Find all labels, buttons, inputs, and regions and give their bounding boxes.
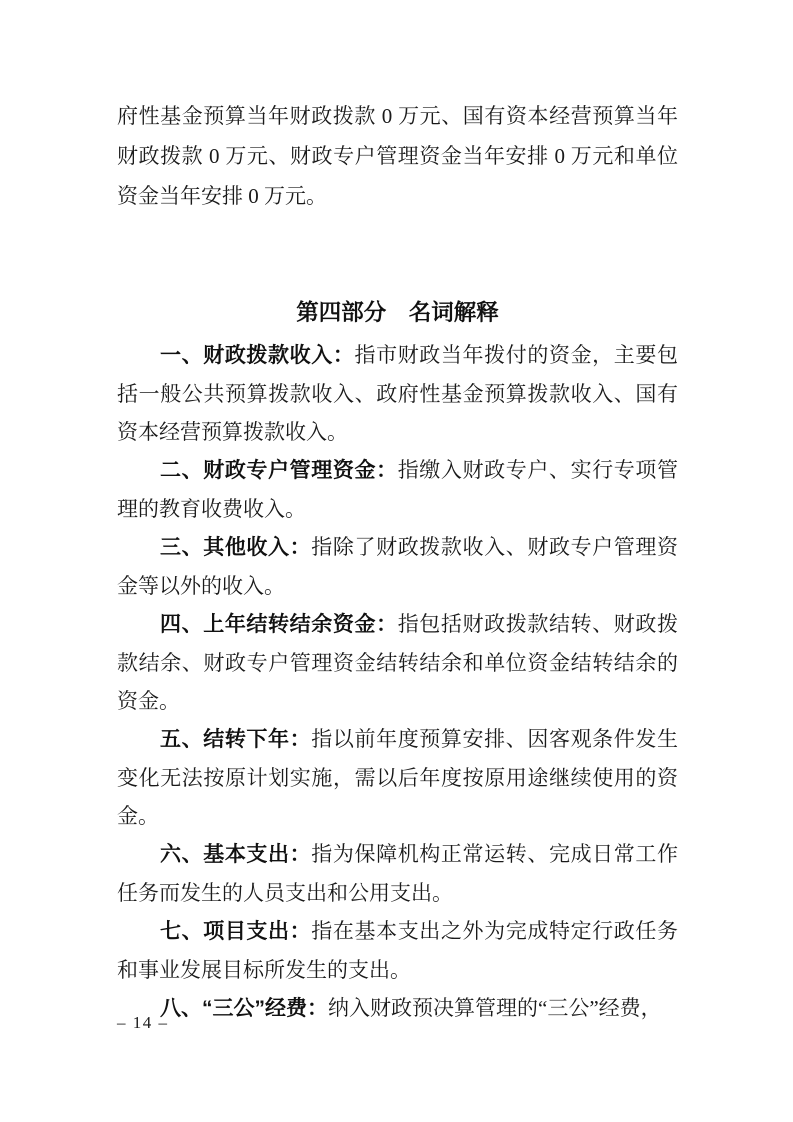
term-label: 一、财政拨款收入： [160, 344, 355, 367]
term-definition: 指缴入财政专户、实行专项管理的教育收费收入。 [117, 458, 679, 521]
term-definition: 指包括财政拨款结转、财政拨款结余、财政专户管理资金结转结余和单位资金结转结余的资金。 [117, 612, 679, 713]
term-item-5 [117, 720, 678, 835]
term-item-8 [117, 989, 678, 1028]
term-label: 五、结转下年： [160, 728, 312, 751]
term-definition: 指除了财政拨款收入、财政专户管理资金等以外的收入。 [117, 535, 679, 598]
term-label: 七、项目支出： [160, 920, 312, 943]
term-label: 二、财政专户管理资金： [160, 459, 398, 482]
term-definition: 纳入财政预决算管理的“三公”经费， [328, 996, 662, 1020]
terms-list [117, 336, 678, 1028]
section-title: 第四部分 名词解释 [296, 300, 499, 325]
term-definition: 指在基本支出之外为完成特定行政任务和事业发展目标所发生的支出。 [117, 919, 679, 982]
term-definition: 指以前年度预算安排、因客观条件发生变化无法按原计划实施，需以后年度按原用途继续使用的资金。 [117, 727, 679, 828]
term-label: 六、基本支出： [160, 843, 312, 866]
continuation-paragraph: 府性基金预算当年财政拨款 0 万元、国有资本经营预算当年财政拨款 0 万元、财政专户管理资金当年安排 0 万元和单位资金当年安排 0 万元。 [117, 104, 678, 208]
term-item-6 [117, 835, 678, 912]
term-label: 四、上年结转结余资金： [160, 613, 398, 636]
page-number: – 14 – [117, 1013, 169, 1032]
term-definition: 指为保障机构正常运转、完成日常工作任务而发生的人员支出和公用支出。 [117, 842, 679, 905]
term-label: 八、“三公”经费： [160, 997, 328, 1020]
term-item-3 [117, 528, 678, 605]
term-item-4 [117, 605, 678, 720]
term-item-2 [117, 451, 678, 528]
term-definition: 指市财政当年拨付的资金，主要包括一般公共预算拨款收入、政府性基金预算拨款收入、国有资本经营预算拨款收入。 [117, 343, 679, 444]
term-item-1 [117, 336, 678, 451]
term-label: 三、其他收入： [160, 536, 312, 559]
term-item-7 [117, 912, 678, 989]
